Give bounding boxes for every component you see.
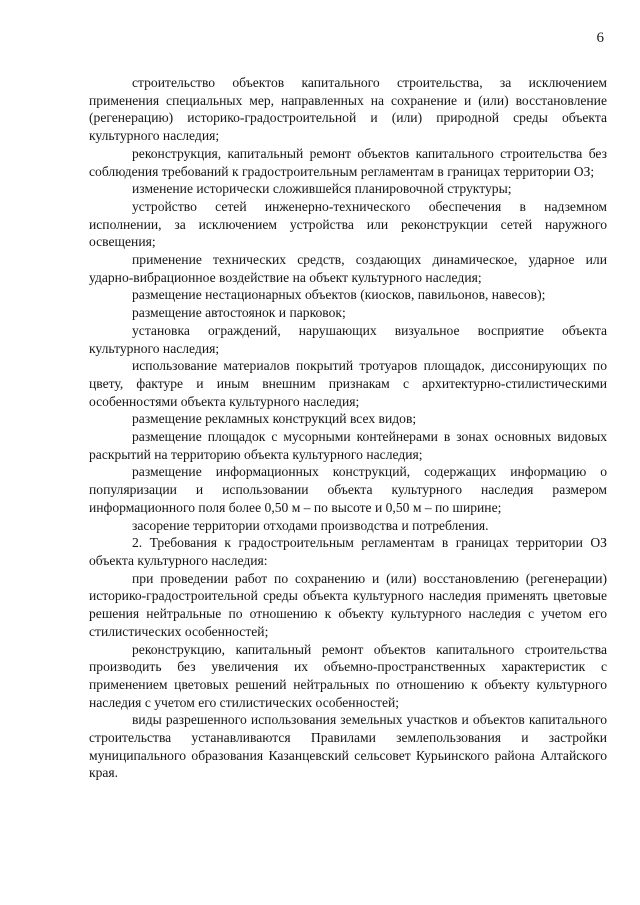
paragraph-9: использование материалов покрытий тротуаров площадок, диссонирующих по цвету, фактуре и иным внешним признакам с архитектурно-стилистическими особенностями объекта культурного наследия; [89, 358, 607, 409]
paragraph-12: размещение информационных конструкций, содержащих информацию о популяризации и использовании объекта культурного наследия размером информационного поля более 0,50 м – по высоте и 0,50 м – по ширине; [89, 464, 607, 515]
document-body [89, 74, 607, 782]
paragraph-1: строительство объектов капитального строительства, за исключением применения специальных мер, направленных на сохранение и (или) восстановление (регенерацию) историко-градостроительной и (или) природной среды объекта культурного наследия; [89, 75, 607, 144]
paragraph-2: реконструкция, капитальный ремонт объектов капитального строительства без соблюдения требований к градостроительным регламентам в границах территории ОЗ; [89, 145, 607, 179]
section-heading-2: 2. Требования к градостроительным регламентам в границах территории ОЗ объекта культурного наследия: [89, 535, 607, 568]
paragraph-15: при проведении работ по сохранению и (или) восстановлению (регенерации) историко-градостроительной среды объекта культурного наследия применять цветовые решения нейтральные по отношению к объекту культурного наследия с учетом его стилистических особенностей; [89, 570, 607, 639]
page-number: 6 [596, 30, 604, 46]
paragraph-16: реконструкцию, капитальный ремонт объектов капитального строительства производить без увеличения их объемно-пространственных характеристик с применением цветовых решений нейтральных по отношению к объекту культурного наследия с учетом его стилистических особенностей; [89, 641, 607, 710]
paragraph-8: установка ограждений, нарушающих визуальное восприятие объекта культурного наследия; [89, 322, 607, 356]
paragraph-10: размещение рекламных конструкций всех видов; [132, 411, 417, 427]
paragraph-5: применение технических средств, создающих динамическое, ударное или ударно-вибрационное воздействие на объект культурного наследия; [89, 252, 607, 285]
paragraph-6: размещение нестационарных объектов (киосков, павильонов, навесов); [132, 287, 546, 303]
paragraph-13: засорение территории отходами производства и потребления. [132, 517, 489, 533]
paragraph-7: размещение автостоянок и парковок; [132, 305, 346, 321]
paragraph-3: изменение исторически сложившейся планировочной структуры; [132, 181, 512, 197]
paragraph-4: устройство сетей инженерно-технического обеспечения в надземном исполнении, за исключением устройства или реконструкции сетей наружного освещения; [89, 198, 607, 250]
paragraph-11: размещение площадок с мусорными контейнерами в зонах основных видовых раскрытий на территорию объекта культурного наследия; [89, 429, 607, 462]
paragraph-17: виды разрешенного использования земельных участков и объектов капитального строительства устанавливаются Правилами землепользования и застройки муниципального образования Казанцевский сельсовет Курьинского района Алтайского края. [89, 712, 607, 781]
